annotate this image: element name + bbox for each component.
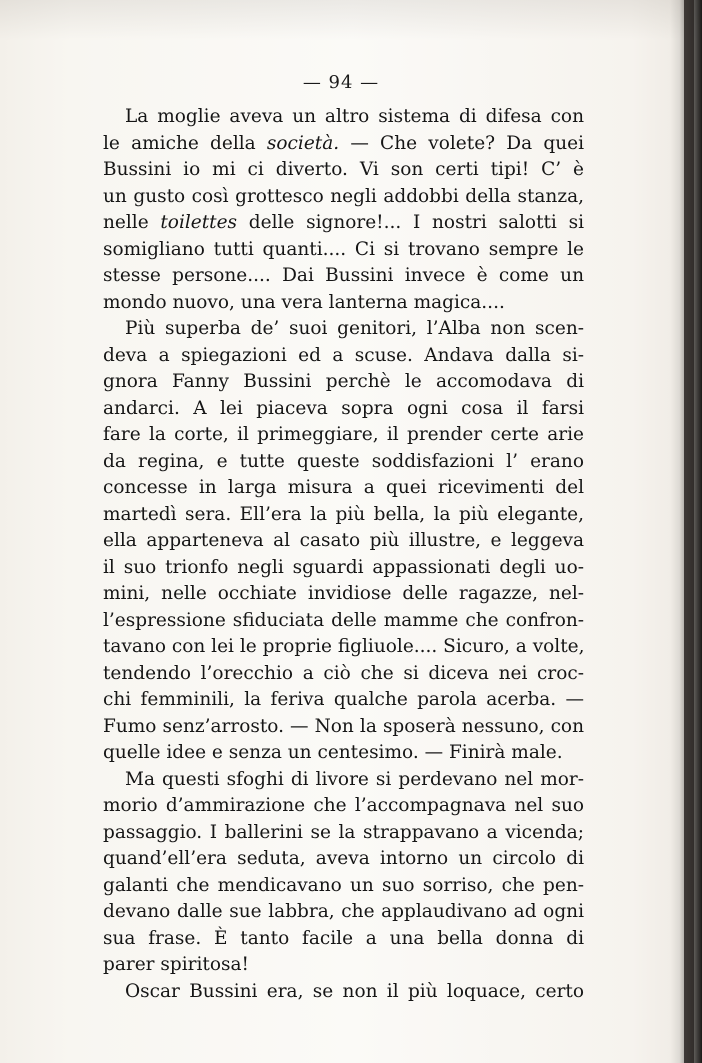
text-line: Ma questi sfoghi di livore si perdevano nel mor- xyxy=(125,768,584,790)
text-line: Oscar Bussini era, se non il più loquace, certo xyxy=(125,980,584,1002)
text-line: tavano con lei le proprie figliuole.... Sicuro, a volte, xyxy=(103,636,585,657)
page-number: — 94 — xyxy=(302,72,380,93)
text-line: mini, nelle occhiate invidiose delle ragazze, nel- xyxy=(103,583,584,604)
text-line: Bussini io mi ci diverto. Vi son certi tipi! C’ è xyxy=(103,159,584,180)
text-line: parer spiritosa! xyxy=(103,954,249,975)
text-line: le amiche della società. — Che volete? Da quei xyxy=(103,132,584,154)
binding-edge xyxy=(684,0,694,1063)
text-line: un gusto così grottesco negli addobbi della stanza, xyxy=(103,185,584,207)
text-line: quand’ell’era seduta, aveva intorno un circolo di xyxy=(103,848,584,869)
text-line: morio d’ammirazione che l’accompagnava nel suo xyxy=(103,795,584,816)
text-line: mondo nuovo, una vera lanterna magica.... xyxy=(103,291,505,313)
text-line: gnora Fanny Bussini perchè le accomodava di xyxy=(103,371,584,392)
text-line: il suo trionfo negli sguardi appassionati degli uo- xyxy=(103,556,584,578)
text-line: l’espressione sfiduciata delle mamme che confron- xyxy=(103,609,584,631)
body-text xyxy=(103,104,584,1005)
text-line: devano dalle sue labbra, che applaudivano ad ogni xyxy=(103,901,584,922)
text-line: galanti che mendicavano un suo sorriso, che pen- xyxy=(103,874,584,896)
text-line: concesse in larga misura a quei ricevimenti del xyxy=(103,477,584,498)
text-line: chi femminili, la feriva qualche parola acerba. — xyxy=(103,689,584,710)
text-line: somigliano tutti quanti.... Ci si trovano sempre le xyxy=(103,238,584,260)
text-line: martedì sera. Ell’era la più bella, la più elegante, xyxy=(103,503,584,525)
top-shade xyxy=(0,0,702,40)
text-line: ella apparteneva al casato più illustre, e leggeva xyxy=(103,530,584,551)
text-line: fare la corte, il primeggiare, il prender certe arie xyxy=(103,424,584,445)
text-line: nelle toilettes delle signore!... I nostri salotti si xyxy=(103,212,584,233)
text-line: da regina, e tutte queste soddisfazioni l’ erano xyxy=(103,450,584,472)
text-line: passaggio. I ballerini se la strappavano a vicenda; xyxy=(103,821,584,843)
text-line: stesse persone.... Dai Bussini invece è come un xyxy=(103,265,584,286)
text-line: Più superba de’ suoi genitori, l’Alba non scen- xyxy=(125,318,584,339)
text-line: Fumo senz’arrosto. — Non la sposerà nessuno, con xyxy=(103,715,584,737)
text-line: quelle idee e senza un centesimo. — Finirà male. xyxy=(103,742,563,763)
text-line: tendendo l’orecchio a ciò che si diceva nei croc- xyxy=(103,662,584,684)
text-line: La moglie aveva un altro sistema di difesa con xyxy=(125,106,584,127)
text-line: andarci. A lei piaceva sopra ogni cosa il farsi xyxy=(103,397,584,419)
text-line: deva a spiegazioni ed a scuse. Andava dalla si- xyxy=(103,344,584,366)
text-line: sua frase. È tanto facile a una bella donna di xyxy=(103,927,584,949)
